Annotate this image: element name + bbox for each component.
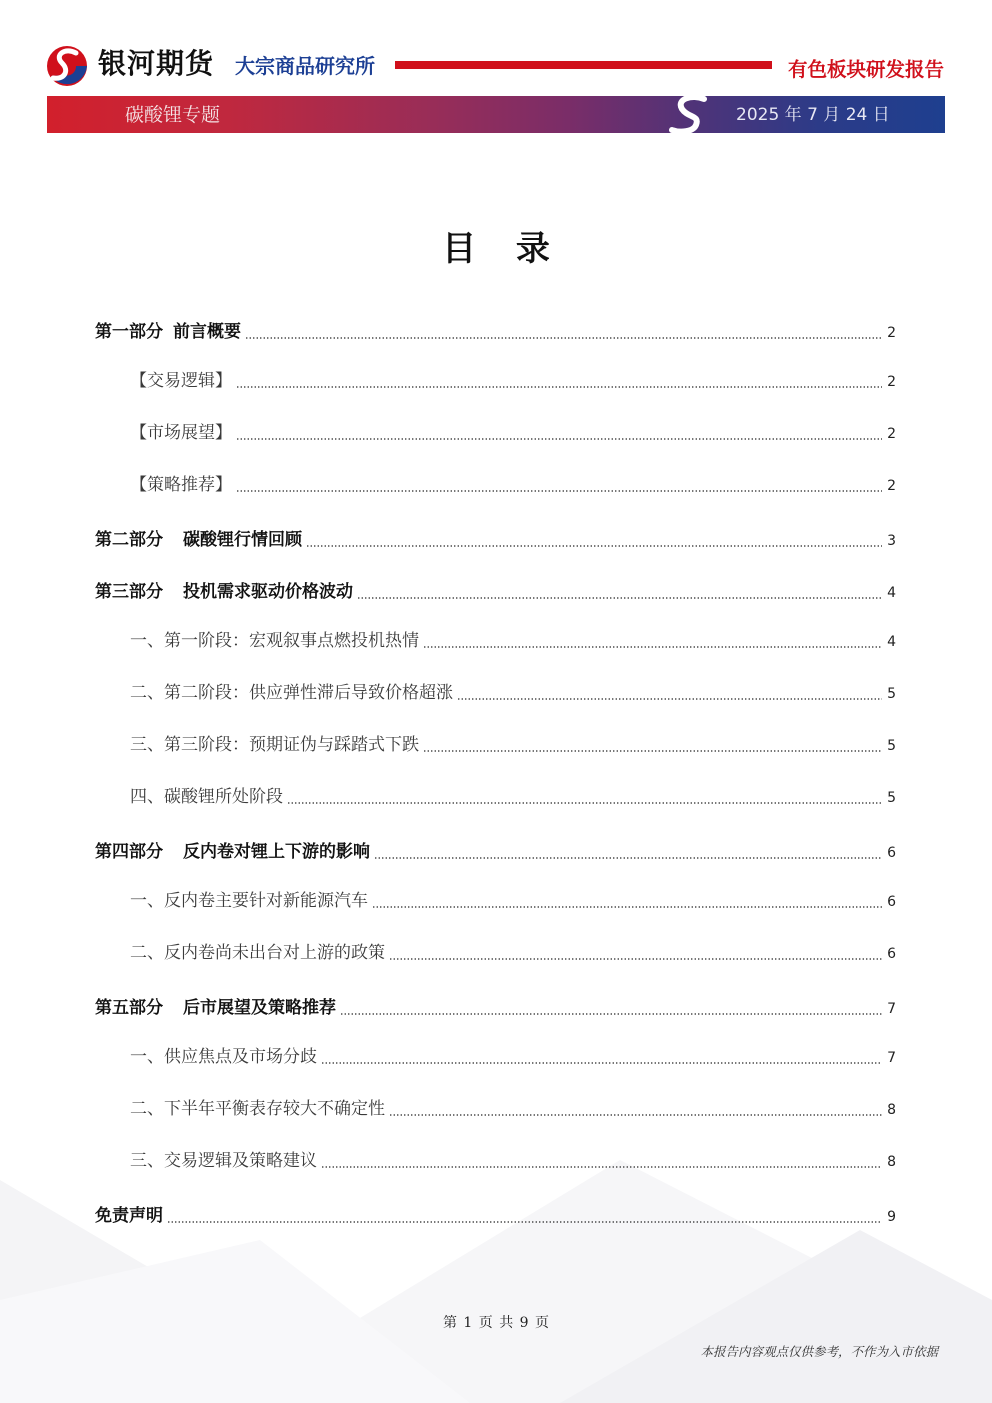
toc-entry-title: 投机需求驱动价格波动 — [183, 582, 353, 602]
toc-part-number: 第五部分 — [95, 998, 163, 1018]
dot-leader — [306, 545, 882, 547]
toc-entry-title: 碳酸锂行情回顾 — [183, 530, 302, 550]
toc-entry-strategy[interactable] — [130, 474, 896, 496]
toc-entry-title: 一、反内卷主要针对新能源汽车 — [130, 891, 368, 911]
toc-entry-title: 免责声明 — [95, 1206, 163, 1226]
toc-page-number: 5 — [887, 790, 896, 806]
toc-entry-title: 后市展望及策略推荐 — [183, 998, 336, 1018]
toc-entry-title: 二、第二阶段：供应弹性滞后导致价格超涨 — [130, 683, 453, 703]
toc-entry-title: 三、交易逻辑及策略建议 — [130, 1151, 317, 1171]
toc-page-number: 9 — [887, 1209, 896, 1225]
dot-leader — [236, 438, 882, 440]
toc-entry-title: 一、第一阶段：宏观叙事点燃投机热情 — [130, 631, 419, 651]
dot-leader — [236, 490, 882, 492]
toc-entry-title: 【策略推荐】 — [130, 475, 232, 495]
toc-page-number: 6 — [887, 845, 896, 861]
toc-page-number: 6 — [887, 946, 896, 962]
toc-entry-title: 四、碳酸锂所处阶段 — [130, 787, 283, 807]
footer-disclaimer: 本报告内容观点仅供参考，不作为入市依据 — [700, 1344, 938, 1359]
toc-page-number: 7 — [887, 1001, 896, 1017]
institute-name: 大宗商品研究所 — [235, 54, 375, 78]
dot-leader — [389, 1114, 882, 1116]
toc-entry-title: 三、第三阶段：预期证伪与踩踏式下跌 — [130, 735, 419, 755]
toc-entry-title: 【市场展望】 — [130, 423, 232, 443]
toc-entry-title: 二、反内卷尚未出台对上游的政策 — [130, 943, 385, 963]
toc-heading: 目 录 — [442, 229, 550, 269]
toc-entry-stage-3[interactable] — [130, 734, 896, 756]
page-indicator: 第 1 页 共 9 页 — [442, 1315, 550, 1331]
toc-part-number: 第一部分 — [95, 322, 163, 342]
toc-entry-title: 前言概要 — [173, 322, 241, 342]
toc-entry-balance-sheet[interactable] — [130, 1098, 896, 1120]
toc-entry-supply-focus[interactable] — [130, 1046, 896, 1068]
dot-leader — [236, 386, 882, 388]
toc-part-number: 第四部分 — [95, 842, 163, 862]
toc-page-number: 2 — [887, 478, 896, 494]
toc-entry-title: 一、供应焦点及市场分歧 — [130, 1047, 317, 1067]
dot-leader — [374, 857, 882, 859]
toc-page-number: 8 — [887, 1154, 896, 1170]
toc-part-number: 第二部分 — [95, 530, 163, 550]
toc-entry-anti-involution-upstream[interactable] — [130, 942, 896, 964]
dot-leader — [167, 1221, 882, 1223]
toc-entry-part-5[interactable] — [95, 997, 896, 1019]
dot-leader — [389, 958, 882, 960]
dot-leader — [457, 698, 882, 700]
toc-entry-title: 二、下半年平衡表存较大不确定性 — [130, 1099, 385, 1119]
swirl-logo-icon — [666, 95, 714, 135]
toc-entry-part-4[interactable] — [95, 841, 896, 863]
dot-leader — [245, 337, 882, 339]
dot-leader — [287, 802, 882, 804]
toc-entry-trading-logic[interactable] — [130, 370, 896, 392]
toc-page-number: 2 — [887, 426, 896, 442]
toc-entry-trading-strategy[interactable] — [130, 1150, 896, 1172]
toc-entry-disclaimer[interactable] — [95, 1205, 896, 1227]
dot-leader — [423, 646, 882, 648]
toc-page-number: 4 — [887, 585, 896, 601]
toc-page-number: 2 — [887, 325, 896, 341]
dot-leader — [321, 1166, 882, 1168]
brand-name: 银河期货 — [98, 47, 215, 80]
toc-page-number: 6 — [887, 894, 896, 910]
toc-entry-stage-2[interactable] — [130, 682, 896, 704]
toc-entry-current-stage[interactable] — [130, 786, 896, 808]
toc-entry-part-2[interactable] — [95, 529, 896, 551]
toc-entry-part-1[interactable] — [95, 321, 896, 343]
toc-page-number: 5 — [887, 738, 896, 754]
report-topic: 碳酸锂专题 — [125, 104, 221, 126]
report-type: 有色板块研发报告 — [788, 58, 945, 81]
dot-leader — [321, 1062, 882, 1064]
toc-part-number: 第三部分 — [95, 582, 163, 602]
dot-leader — [423, 750, 882, 752]
toc-entry-stage-1[interactable] — [130, 630, 896, 652]
toc-entry-anti-involution-ev[interactable] — [130, 890, 896, 912]
toc-page-number: 7 — [887, 1050, 896, 1066]
toc-page-number: 8 — [887, 1102, 896, 1118]
toc-entry-title: 反内卷对锂上下游的影响 — [183, 842, 370, 862]
toc-page-number: 5 — [887, 686, 896, 702]
dot-leader — [357, 597, 882, 599]
dot-leader — [372, 906, 882, 908]
toc-entry-title: 【交易逻辑】 — [130, 371, 232, 391]
toc-entry-part-3[interactable] — [95, 581, 896, 603]
toc-page-number: 3 — [887, 533, 896, 549]
galaxy-futures-logo-icon — [45, 44, 89, 88]
dot-leader — [340, 1013, 882, 1015]
toc-entry-market-outlook[interactable] — [130, 422, 896, 444]
report-date: 2025 年 7 月 24 日 — [736, 105, 890, 125]
toc-page-number: 2 — [887, 374, 896, 390]
header-rule — [395, 61, 772, 69]
toc-page-number: 4 — [887, 634, 896, 650]
